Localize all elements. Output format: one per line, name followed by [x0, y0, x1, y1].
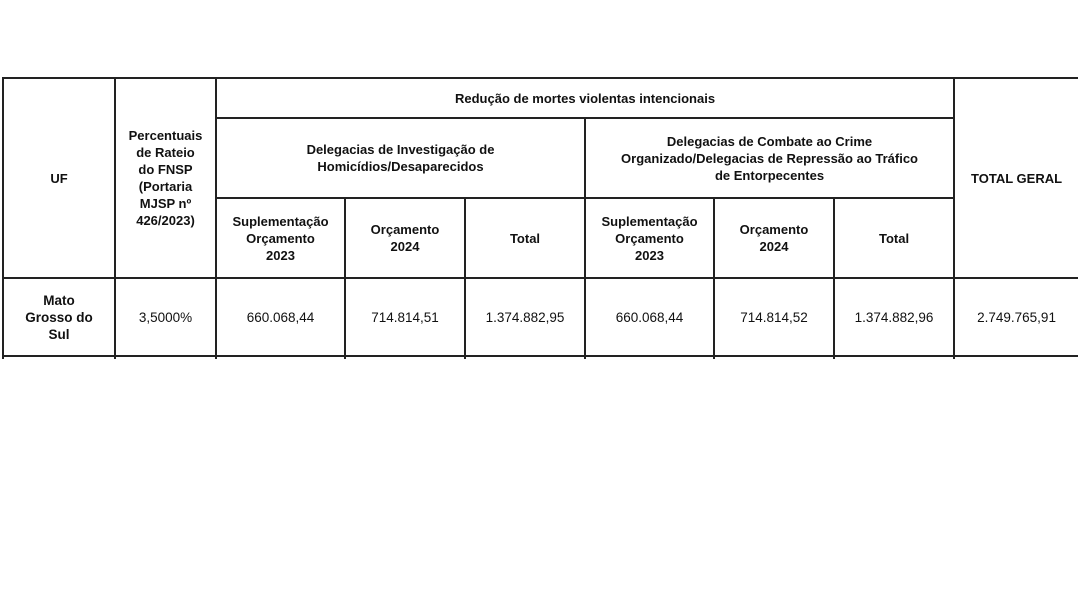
header-main-group-label: Redução de mortes violentas intencionais	[454, 90, 716, 106]
table-row	[3, 278, 1078, 356]
header-group2-line: Delegacias de Combate ao Crime	[666, 133, 873, 149]
header-percent	[115, 78, 216, 278]
header-g2-suplementacao	[585, 198, 714, 278]
table-row-empty	[3, 356, 1078, 359]
header-total-geral-label: TOTAL GERAL	[971, 170, 1063, 186]
empty-cell	[834, 356, 954, 359]
header-supl-line: Orçamento	[246, 230, 315, 246]
empty-cell	[954, 356, 1078, 359]
header-g1-total	[465, 198, 585, 278]
empty-cell	[585, 356, 714, 359]
header-group2-line: Organizado/Delegacias de Repressão ao Tráfico	[621, 150, 918, 166]
cell-g2-orcamento: 714.814,52	[714, 278, 834, 356]
header-group1-line: Delegacias de Investigação de	[306, 142, 495, 157]
empty-cell	[216, 356, 345, 359]
header-group-homicidios	[216, 118, 585, 198]
empty-cell	[465, 356, 585, 359]
header-percent-line: de Rateio	[136, 145, 195, 160]
budget-table-container	[2, 77, 1078, 359]
header-total-label: Total	[878, 230, 910, 246]
header-orc-line: 2024	[759, 239, 789, 254]
cell-g1-total: 1.374.882,95	[465, 278, 585, 356]
budget-table	[2, 77, 1078, 359]
header-group1-line: Homicídios/Desaparecidos	[317, 159, 484, 174]
header-row-group	[3, 78, 1078, 118]
empty-cell	[714, 356, 834, 359]
header-g2-orcamento	[714, 198, 834, 278]
header-orc-line: 2024	[390, 239, 420, 254]
cell-g2-total: 1.374.882,96	[834, 278, 954, 356]
header-percent-line: do FNSP	[138, 162, 193, 177]
cell-uf-line: Grosso do	[25, 309, 93, 325]
header-uf	[3, 78, 115, 278]
header-total-label: Total	[509, 230, 541, 246]
empty-cell	[345, 356, 465, 359]
header-percent-line: Percentuais	[128, 128, 203, 143]
empty-cell	[3, 356, 115, 359]
header-supl-line: 2023	[635, 247, 664, 263]
cell-uf-line: Mato	[43, 292, 75, 308]
header-uf-label: UF	[50, 170, 68, 186]
header-supl-line: Suplementação	[601, 213, 698, 229]
header-total-geral	[954, 78, 1078, 278]
header-supl-line: Suplementação	[232, 213, 329, 229]
header-group2-line: de Entorpecentes	[714, 167, 825, 183]
cell-g2-suplementacao: 660.068,44	[585, 278, 714, 356]
header-percent-line: (Portaria	[138, 179, 193, 194]
header-g1-orcamento	[345, 198, 465, 278]
cell-uf	[3, 278, 115, 356]
header-g2-total	[834, 198, 954, 278]
cell-g1-orcamento: 714.814,51	[345, 278, 465, 356]
header-group-crime-organizado	[585, 118, 954, 198]
header-percent-line: 426/2023)	[136, 213, 195, 228]
empty-cell	[115, 356, 216, 359]
cell-total-geral: 2.749.765,91	[954, 278, 1078, 356]
header-main-group	[216, 78, 954, 118]
header-supl-line: 2023	[266, 247, 295, 263]
header-orc-line: Orçamento	[739, 222, 809, 237]
header-orc-line: Orçamento	[370, 222, 440, 237]
header-percent-line: MJSP nº	[139, 196, 192, 211]
header-supl-line: Orçamento	[615, 230, 684, 246]
header-g1-suplementacao	[216, 198, 345, 278]
cell-g1-suplementacao: 660.068,44	[216, 278, 345, 356]
cell-uf-line: Sul	[48, 326, 70, 342]
cell-percent: 3,5000%	[115, 278, 216, 356]
